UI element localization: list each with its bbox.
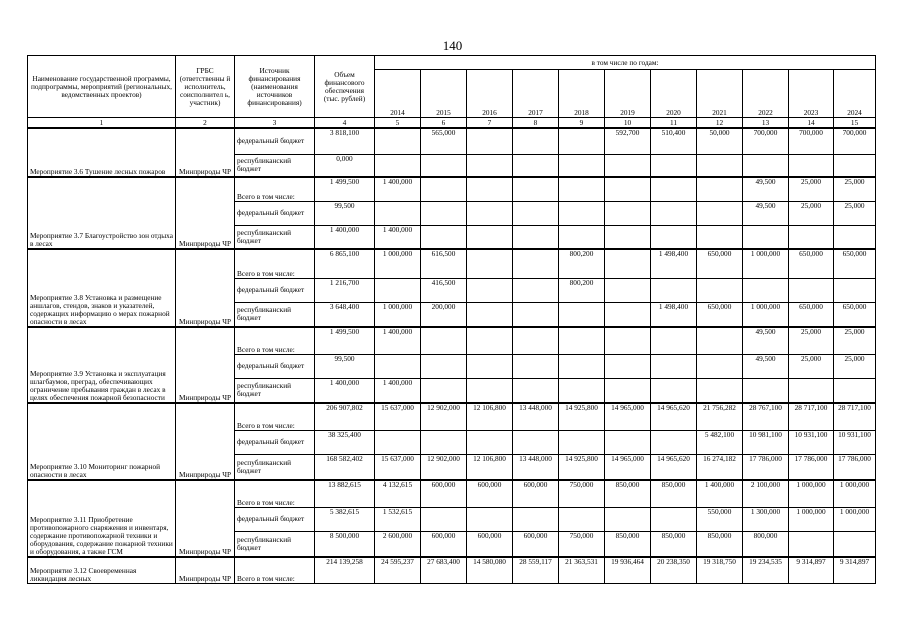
- year-value: 700,000: [834, 128, 876, 154]
- year-value: [375, 154, 421, 177]
- measure-name: Мероприятие 3.7 Благоустройство зон отдыха в лесах: [28, 177, 176, 249]
- year-value: 1 000,000: [834, 480, 876, 507]
- funding-source: республиканский бюджет: [235, 302, 315, 327]
- measure-name: Мероприятие 3.9 Установка и эксплуатация шлагбаумов, преград, обеспечивающих ограничение пребывания граждан в лесах в целях обеспечения пожарной безопасности: [28, 327, 176, 403]
- year-value: [467, 177, 513, 201]
- year-header: 2023: [789, 70, 834, 118]
- funding-source: Всего в том числе:: [235, 480, 315, 507]
- funding-source: федеральный бюджет: [235, 430, 315, 454]
- year-value: 700,000: [743, 128, 789, 154]
- year-value: [513, 154, 559, 177]
- year-value: 600,000: [513, 480, 559, 507]
- year-value: 1 000,000: [375, 302, 421, 327]
- funding-source: республиканский бюджет: [235, 378, 315, 403]
- year-value: [467, 225, 513, 249]
- funding-source: федеральный бюджет: [235, 507, 315, 531]
- year-value: [743, 154, 789, 177]
- funding-source: федеральный бюджет: [235, 201, 315, 225]
- year-value: [605, 302, 651, 327]
- year-value: 1 000,000: [834, 507, 876, 531]
- year-value: [651, 378, 697, 403]
- table-row: [28, 480, 876, 507]
- funding-volume: 1 400,000: [315, 225, 375, 249]
- year-value: 4 132,615: [375, 480, 421, 507]
- year-value: 10 931,100: [834, 430, 876, 454]
- year-value: [421, 177, 467, 201]
- year-value: 10 931,100: [789, 430, 834, 454]
- year-value: 1 400,000: [697, 480, 743, 507]
- year-value: [421, 430, 467, 454]
- table-row: [28, 177, 876, 201]
- year-value: 1 400,000: [375, 378, 421, 403]
- year-value: [651, 354, 697, 378]
- year-value: [697, 278, 743, 302]
- year-value: [421, 154, 467, 177]
- year-value: [467, 378, 513, 403]
- year-value: 12 106,800: [467, 403, 513, 430]
- year-value: 14 965,620: [651, 454, 697, 480]
- year-value: 650,000: [697, 249, 743, 278]
- year-value: 25,000: [789, 177, 834, 201]
- year-value: [513, 249, 559, 278]
- column-index: 11: [651, 118, 697, 129]
- year-value: 1 000,000: [375, 249, 421, 278]
- year-value: [834, 278, 876, 302]
- year-value: 850,000: [605, 480, 651, 507]
- year-value: [605, 177, 651, 201]
- header-grbs: ГРБС (ответственны й исполнитель, соисполнител ь, участник): [176, 56, 235, 118]
- year-value: 416,500: [421, 278, 467, 302]
- measure-grbs: Минприроды ЧР: [176, 403, 235, 480]
- measure-grbs: Минприроды ЧР: [176, 480, 235, 557]
- year-value: [697, 378, 743, 403]
- year-value: 9 314,897: [834, 557, 876, 583]
- year-value: 12 902,000: [421, 403, 467, 430]
- year-value: 13 448,000: [513, 454, 559, 480]
- funding-volume: 1 499,500: [315, 327, 375, 354]
- year-value: 650,000: [834, 249, 876, 278]
- header-volume: Объем финансового обеспечения (тыс. рублей): [315, 56, 375, 118]
- year-value: 49,500: [743, 327, 789, 354]
- year-value: [513, 354, 559, 378]
- year-value: 14 965,620: [651, 403, 697, 430]
- year-value: 565,000: [421, 128, 467, 154]
- year-value: [421, 507, 467, 531]
- funding-source: федеральный бюджет: [235, 278, 315, 302]
- year-value: [651, 278, 697, 302]
- year-value: [467, 249, 513, 278]
- funding-volume: 206 907,802: [315, 403, 375, 430]
- year-value: [375, 278, 421, 302]
- year-value: [743, 225, 789, 249]
- year-value: 25,000: [834, 177, 876, 201]
- funding-volume: 99,500: [315, 354, 375, 378]
- year-value: 592,700: [605, 128, 651, 154]
- year-value: 1 000,000: [743, 249, 789, 278]
- funding-volume: 3 818,100: [315, 128, 375, 154]
- funding-source: республиканский бюджет: [235, 454, 315, 480]
- year-value: [789, 378, 834, 403]
- year-value: [605, 225, 651, 249]
- year-value: [651, 430, 697, 454]
- year-value: 14 965,000: [605, 403, 651, 430]
- year-value: 27 683,400: [421, 557, 467, 583]
- year-value: [697, 201, 743, 225]
- year-value: 50,000: [697, 128, 743, 154]
- year-value: [467, 430, 513, 454]
- year-header: 2017: [513, 70, 559, 118]
- year-value: 800,200: [559, 249, 605, 278]
- year-value: 1 400,000: [375, 327, 421, 354]
- column-index: 7: [467, 118, 513, 129]
- year-value: 600,000: [421, 531, 467, 557]
- year-value: 650,000: [789, 249, 834, 278]
- year-value: 14 925,800: [559, 454, 605, 480]
- year-value: 10 981,100: [743, 430, 789, 454]
- year-value: 550,000: [697, 507, 743, 531]
- funding-source: республиканский бюджет: [235, 154, 315, 177]
- funding-volume: 1 400,000: [315, 378, 375, 403]
- year-value: [375, 201, 421, 225]
- year-value: [605, 249, 651, 278]
- funding-volume: 3 648,400: [315, 302, 375, 327]
- year-value: [513, 378, 559, 403]
- year-value: [559, 507, 605, 531]
- year-value: 19 234,535: [743, 557, 789, 583]
- year-value: [513, 128, 559, 154]
- year-value: [605, 430, 651, 454]
- funding-volume: 1 216,700: [315, 278, 375, 302]
- year-value: [605, 327, 651, 354]
- year-value: [513, 327, 559, 354]
- funding-source: республиканский бюджет: [235, 225, 315, 249]
- column-index: 3: [235, 118, 315, 129]
- year-value: [697, 154, 743, 177]
- funding-source: республиканский бюджет: [235, 531, 315, 557]
- year-value: 750,000: [559, 531, 605, 557]
- year-value: 1 498,400: [651, 302, 697, 327]
- year-value: [834, 531, 876, 557]
- funding-volume: 214 139,258: [315, 557, 375, 583]
- column-index: 9: [559, 118, 605, 129]
- year-value: [697, 225, 743, 249]
- year-value: 510,400: [651, 128, 697, 154]
- year-value: [605, 378, 651, 403]
- year-value: 19 318,750: [697, 557, 743, 583]
- year-value: [375, 430, 421, 454]
- year-value: [467, 507, 513, 531]
- year-value: [651, 327, 697, 354]
- funding-volume: 6 865,100: [315, 249, 375, 278]
- year-value: 2 100,000: [743, 480, 789, 507]
- measure-name: Мероприятие 3.11 Приобретение противопожарного снаряжения и инвентаря, содержание противопожарной техники и оборудования, содержание пожарной техники и оборудования, а также ГСМ: [28, 480, 176, 557]
- year-header: 2024: [834, 70, 876, 118]
- measure-grbs: Минприроды ЧР: [176, 249, 235, 327]
- year-value: [605, 278, 651, 302]
- table-row: [28, 557, 876, 583]
- year-value: 16 274,182: [697, 454, 743, 480]
- year-value: [559, 154, 605, 177]
- year-value: 650,000: [697, 302, 743, 327]
- year-value: 1 000,000: [789, 507, 834, 531]
- funding-volume: 5 382,615: [315, 507, 375, 531]
- column-index: 6: [421, 118, 467, 129]
- funding-source: Всего в том числе:: [235, 327, 315, 354]
- year-value: 15 637,000: [375, 403, 421, 430]
- table-row: [28, 403, 876, 430]
- year-value: 49,500: [743, 354, 789, 378]
- funding-source: федеральный бюджет: [235, 128, 315, 154]
- column-index: 10: [605, 118, 651, 129]
- year-value: [559, 128, 605, 154]
- year-header: 2020: [651, 70, 697, 118]
- year-value: [467, 154, 513, 177]
- year-value: 1 400,000: [375, 177, 421, 201]
- year-value: [467, 278, 513, 302]
- year-value: 600,000: [467, 531, 513, 557]
- funding-volume: 8 500,000: [315, 531, 375, 557]
- year-value: [605, 507, 651, 531]
- year-value: 21 756,282: [697, 403, 743, 430]
- year-value: [559, 302, 605, 327]
- year-value: [651, 177, 697, 201]
- year-value: 49,500: [743, 177, 789, 201]
- year-value: [559, 354, 605, 378]
- year-value: [513, 201, 559, 225]
- year-value: 5 482,100: [697, 430, 743, 454]
- year-value: [697, 327, 743, 354]
- measure-name: Мероприятие 3.12 Своевременная ликвидация лесных: [28, 557, 176, 583]
- measure-grbs: Минприроды ЧР: [176, 327, 235, 403]
- year-value: [743, 278, 789, 302]
- year-value: [467, 128, 513, 154]
- year-value: [467, 354, 513, 378]
- year-value: 616,500: [421, 249, 467, 278]
- year-header: 2022: [743, 70, 789, 118]
- column-index: 1: [28, 118, 176, 129]
- measure-grbs: Минприроды ЧР: [176, 128, 235, 177]
- column-index: 5: [375, 118, 421, 129]
- year-value: 14 580,080: [467, 557, 513, 583]
- financing-table: [27, 55, 876, 584]
- year-value: [421, 378, 467, 403]
- measure-grbs: Минприроды ЧР: [176, 557, 235, 583]
- funding-volume: 1 499,500: [315, 177, 375, 201]
- year-value: 1 532,615: [375, 507, 421, 531]
- year-value: [421, 201, 467, 225]
- year-value: 12 902,000: [421, 454, 467, 480]
- column-index: 15: [834, 118, 876, 129]
- year-value: 650,000: [789, 302, 834, 327]
- year-value: [513, 278, 559, 302]
- year-value: [789, 225, 834, 249]
- year-value: [834, 378, 876, 403]
- column-index: 14: [789, 118, 834, 129]
- year-value: [789, 531, 834, 557]
- year-value: [513, 302, 559, 327]
- year-value: [513, 177, 559, 201]
- year-value: 700,000: [789, 128, 834, 154]
- year-header: 2021: [697, 70, 743, 118]
- year-value: [834, 154, 876, 177]
- funding-volume: 0,000: [315, 154, 375, 177]
- header-source: Источник финансирования (наименования источников финансирования): [235, 56, 315, 118]
- year-value: [559, 378, 605, 403]
- funding-source: Всего в том числе:: [235, 403, 315, 430]
- year-value: 200,000: [421, 302, 467, 327]
- year-value: 850,000: [605, 531, 651, 557]
- year-value: [651, 507, 697, 531]
- year-header: 2018: [559, 70, 605, 118]
- year-value: [559, 225, 605, 249]
- year-value: [467, 302, 513, 327]
- measure-name: Мероприятие 3.8 Установка и размещение аншлагов, стендов, знаков и указателей, содержащих информацию о мерах пожарной опасности в лесах: [28, 249, 176, 327]
- page-number: 140: [442, 38, 463, 53]
- year-value: [743, 378, 789, 403]
- year-value: [421, 225, 467, 249]
- year-value: [375, 128, 421, 154]
- year-value: [651, 225, 697, 249]
- table-row: [28, 327, 876, 354]
- year-value: 600,000: [421, 480, 467, 507]
- year-value: 14 965,000: [605, 454, 651, 480]
- year-value: 17 786,000: [789, 454, 834, 480]
- year-value: [513, 507, 559, 531]
- year-value: [467, 327, 513, 354]
- year-value: 850,000: [651, 531, 697, 557]
- year-header: 2016: [467, 70, 513, 118]
- year-header: 2019: [605, 70, 651, 118]
- year-value: 1 000,000: [743, 302, 789, 327]
- year-value: 800,000: [743, 531, 789, 557]
- measure-grbs: Минприроды ЧР: [176, 177, 235, 249]
- year-value: 17 786,000: [834, 454, 876, 480]
- year-value: [605, 201, 651, 225]
- year-value: 25,000: [834, 201, 876, 225]
- header-name: Наименование государственной программы, подпрограммы, мероприятий (региональных, ведомственных проектов): [28, 56, 176, 118]
- year-value: [605, 154, 651, 177]
- header-years: в том числе по годам:: [375, 56, 876, 70]
- year-value: 750,000: [559, 480, 605, 507]
- funding-volume: 38 325,400: [315, 430, 375, 454]
- year-value: 1 000,000: [789, 480, 834, 507]
- measure-name: Мероприятие 3.6 Тушение лесных пожаров: [28, 128, 176, 177]
- funding-source: Всего в том числе:: [235, 557, 315, 583]
- funding-volume: 99,500: [315, 201, 375, 225]
- year-value: 850,000: [651, 480, 697, 507]
- year-header: 2015: [421, 70, 467, 118]
- column-index: 4: [315, 118, 375, 129]
- funding-source: федеральный бюджет: [235, 354, 315, 378]
- year-value: 600,000: [467, 480, 513, 507]
- column-index: 13: [743, 118, 789, 129]
- year-value: [559, 177, 605, 201]
- column-index: 8: [513, 118, 559, 129]
- year-value: 25,000: [789, 354, 834, 378]
- year-value: 650,000: [834, 302, 876, 327]
- year-value: 25,000: [834, 327, 876, 354]
- funding-source: Всего в том числе:: [235, 249, 315, 278]
- year-value: [789, 278, 834, 302]
- year-value: [559, 201, 605, 225]
- year-value: 17 786,000: [743, 454, 789, 480]
- year-value: 850,000: [697, 531, 743, 557]
- year-value: [697, 354, 743, 378]
- year-value: [559, 430, 605, 454]
- year-value: [375, 354, 421, 378]
- year-value: 1 300,000: [743, 507, 789, 531]
- year-value: [559, 327, 605, 354]
- year-value: [834, 225, 876, 249]
- year-value: [467, 201, 513, 225]
- year-value: 12 106,800: [467, 454, 513, 480]
- year-value: [513, 225, 559, 249]
- year-header: 2014: [375, 70, 421, 118]
- year-value: 25,000: [789, 201, 834, 225]
- funding-volume: 168 582,402: [315, 454, 375, 480]
- year-value: 28 717,100: [834, 403, 876, 430]
- year-value: 28 559,117: [513, 557, 559, 583]
- year-value: 1 400,000: [375, 225, 421, 249]
- year-value: 20 238,350: [651, 557, 697, 583]
- year-value: [651, 154, 697, 177]
- year-value: [651, 201, 697, 225]
- table-row: [28, 249, 876, 278]
- year-value: 25,000: [834, 354, 876, 378]
- year-value: 14 925,800: [559, 403, 605, 430]
- year-value: 2 600,000: [375, 531, 421, 557]
- year-value: 28 767,100: [743, 403, 789, 430]
- year-value: 600,000: [513, 531, 559, 557]
- year-value: 13 448,000: [513, 403, 559, 430]
- year-value: [605, 354, 651, 378]
- year-value: [513, 430, 559, 454]
- year-value: 19 936,464: [605, 557, 651, 583]
- year-value: 1 498,400: [651, 249, 697, 278]
- year-value: 24 595,237: [375, 557, 421, 583]
- year-value: [421, 354, 467, 378]
- column-index: 12: [697, 118, 743, 129]
- year-value: 49,500: [743, 201, 789, 225]
- year-value: 15 637,000: [375, 454, 421, 480]
- year-value: [789, 154, 834, 177]
- year-value: [697, 177, 743, 201]
- year-value: 28 717,100: [789, 403, 834, 430]
- funding-volume: 13 882,615: [315, 480, 375, 507]
- year-value: 25,000: [789, 327, 834, 354]
- measure-name: Мероприятие 3.10 Мониторинг пожарной опасности в лесах: [28, 403, 176, 480]
- table-row: [28, 128, 876, 154]
- column-index: 2: [176, 118, 235, 129]
- year-value: [421, 327, 467, 354]
- funding-source: Всего в том числе:: [235, 177, 315, 201]
- year-value: 21 363,531: [559, 557, 605, 583]
- year-value: 9 314,897: [789, 557, 834, 583]
- year-value: 800,200: [559, 278, 605, 302]
